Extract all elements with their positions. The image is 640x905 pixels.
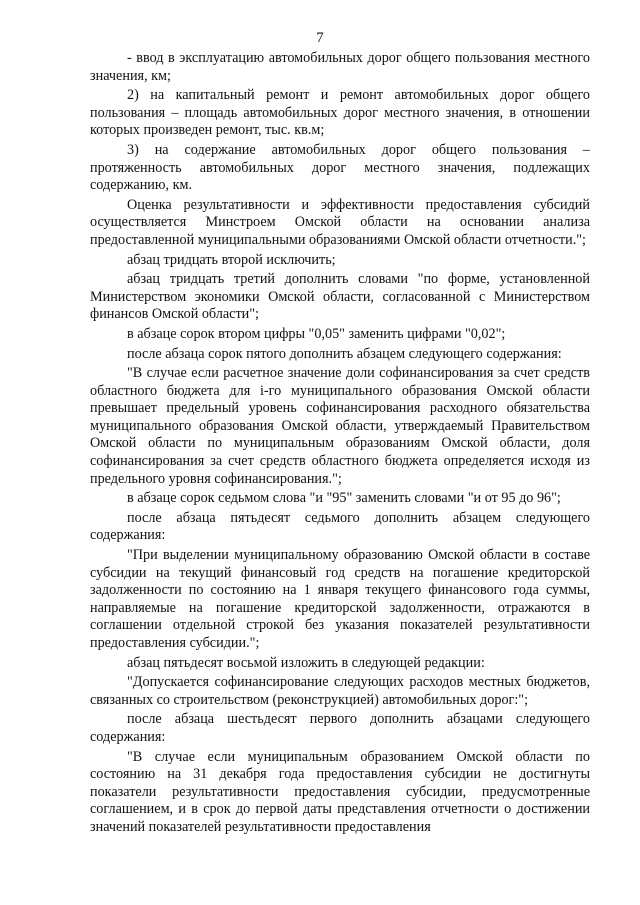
page-number: 7 (316, 30, 324, 46)
paragraph-10: в абзаце сорок седьмом слова "и "95" заменить словами "и от 95 до 96"; (127, 490, 561, 507)
paragraph-14: "Допускается софинансирование следующих расходов местных бюджетов, связанных со строительством (реконструкцией) автомобильных дорог:"; (90, 674, 590, 708)
paragraph-15: после абзаца шестьдесят первого дополнить абзацами следующего содержания: (90, 711, 590, 745)
paragraph-8: после абзаца сорок пятого дополнить абзацем следующего содержания: (127, 345, 562, 362)
paragraph-6: абзац тридцать третий дополнить словами "по форме, установленной Министерством экономики Омской области, согласованной с Министерством финансов Омской области"; (90, 271, 590, 323)
paragraph-9: "В случае если расчетное значение доли софинансирования за счет средств областного бюджета для i-го муниципального образования Омской области превышает предельный уровень софинансирования расходного обязательства муниципального образования Омской области, утверждаемый Правительством Омской области по муниципальным образованиям Омской области, доля софинансирования за счет средств областного бюджета определяется исходя из предельного уровня софинансирования."; (90, 365, 590, 487)
paragraph-3: 3) на содержание автомобильных дорог общего пользования – протяженность автомобильных дорог местного значения, подлежащих содержанию, км. (90, 141, 590, 194)
paragraph-16: "В случае если муниципальным образованием Омской области по состоянию на 31 декабря года предоставления субсидии не достигнуты показатели результативности предоставления субсидии, предусмотренные соглашением, и в срок до первой даты представления отчетности о достижении значений показателей результативности предоставления (90, 748, 590, 835)
document-body (90, 50, 590, 837)
paragraph-5: абзац тридцать второй исключить; (127, 251, 336, 268)
paragraph-2: 2) на капитальный ремонт и ремонт автомобильных дорог общего пользования – площадь автомобильных дорог местного значения, в отношении которых произведен ремонт, тыс. кв.м; (90, 87, 590, 139)
paragraph-7: в абзаце сорок втором цифры "0,05" заменить цифрами "0,02"; (127, 325, 506, 342)
paragraph-1: - ввод в эксплуатацию автомобильных дорог общего пользования местного значения, км; (90, 50, 590, 84)
paragraph-4: Оценка результативности и эффективности предоставления субсидий осуществляется Минстроем Омской области на основании анализа предоставленной муниципальными образованиями Омской области отчетности."; (90, 196, 590, 248)
paragraph-12: "При выделении муниципальному образованию Омской области в составе субсидии на текущий финансовый год средств на погашение кредиторской задолженности по состоянию на 1 января текущего финансового года суммы, направляемые на погашение кредиторской задолженности, отражаются в соглашении отдельной строкой без указания показателей результативности предоставления субсидии."; (90, 547, 590, 651)
paragraph-13: абзац пятьдесят восьмой изложить в следующей редакции: (127, 654, 485, 671)
paragraph-11: после абзаца пятьдесят седьмого дополнить абзацем следующего содержания: (90, 509, 590, 544)
